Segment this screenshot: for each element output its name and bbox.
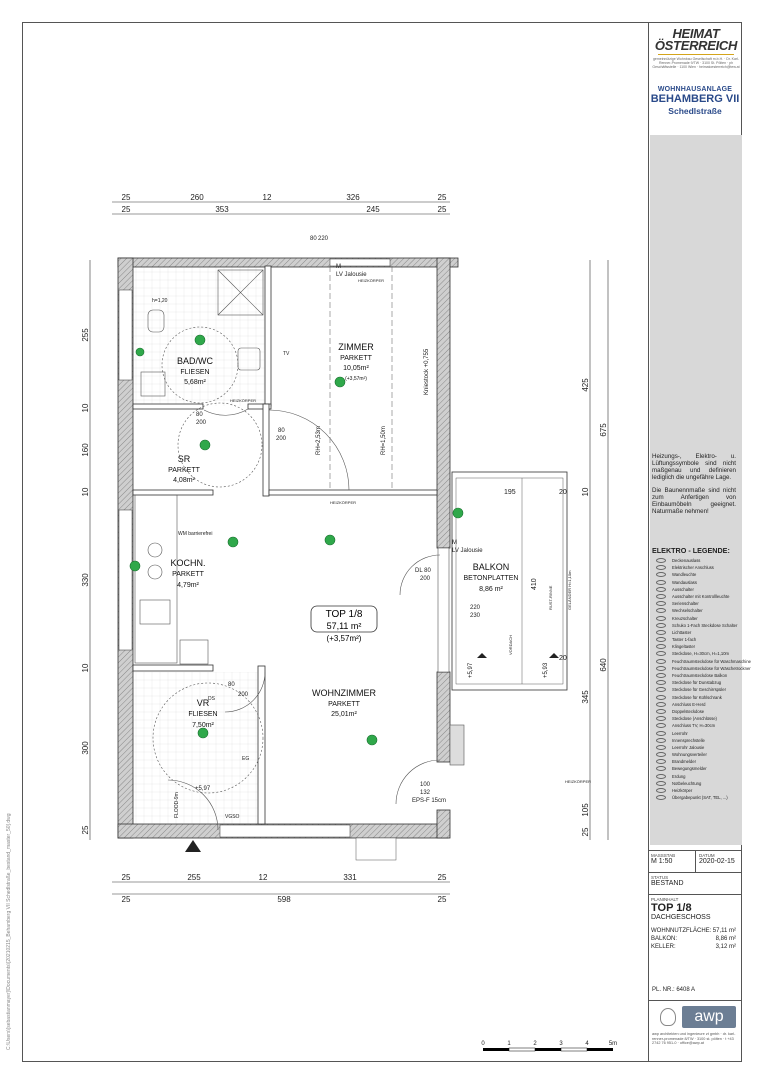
balkon-label: BALKON: <box>651 936 678 942</box>
legend-item-label: Steckdose, H=30cm, H=1,10m <box>672 651 730 657</box>
heiz-label-2: HEIZKÖRPER <box>230 398 257 403</box>
tv-label: TV <box>283 351 290 357</box>
file-path-text: C:\Users\[sebastianmayer]\Documents\[20210215_Behamberg VII Schedlstraße_bestand_master_50].dwg <box>6 813 12 1050</box>
keller-value: 3,12 m² <box>715 944 736 950</box>
room-area-kochn: 4,79m² <box>177 582 199 589</box>
dim-top-3: 12 <box>262 193 272 202</box>
keller-label: KELLER: <box>651 944 676 950</box>
dim-right-6: 105 <box>581 803 590 817</box>
wall-sr-kitchen <box>133 490 213 495</box>
light-kitchen-1 <box>228 537 238 547</box>
ds-label: DS <box>208 696 215 702</box>
legend-item-label: Ausschalter <box>672 586 694 592</box>
turning-circle-sr <box>178 403 262 487</box>
scale-seg-1 <box>483 1048 509 1051</box>
date-label: DATUM <box>699 853 715 858</box>
dim-left-7: 300 <box>81 741 90 755</box>
dim-bottom2-2: 598 <box>277 895 291 904</box>
heiz-label-4: HEIZKÖRPER <box>330 500 357 505</box>
legend-item-label: Schuko 1-Fach Steckdose Schalter <box>672 622 738 628</box>
door-balcony-opening <box>438 548 449 672</box>
plan-title: TOP 1/8 <box>651 902 692 914</box>
dim-left-8: 25 <box>81 825 90 835</box>
plan-floor: DACHGESCHOSS <box>651 914 711 921</box>
room-floor-vr: FLIESEN <box>188 711 218 718</box>
scale-seg-4 <box>561 1048 587 1051</box>
hob-2 <box>148 565 162 579</box>
d20b-label: 20 <box>559 655 567 662</box>
wall-east-corner <box>437 810 450 838</box>
top-unit-label <box>311 606 377 643</box>
dim-right-1: 425 <box>581 378 590 392</box>
level-2-text: +5,93 <box>543 662 549 678</box>
legend-item-label: Steckdose für Dunstabzug <box>672 680 722 686</box>
room-area-balkon: 8,86 m² <box>479 586 503 593</box>
legend-item-label: Klingeltaster <box>672 644 696 650</box>
wnf-value: 57,11 m² <box>712 928 736 934</box>
d200b-label: 200 <box>276 436 287 442</box>
legend-item-label: Wohnungsverteiler <box>672 752 707 758</box>
gelaender-label: GELÄNDER H=1,10m <box>567 570 572 610</box>
wall-bath-sr <box>133 404 203 409</box>
wall-kitchen-hall <box>133 665 213 671</box>
wall-north <box>118 258 458 267</box>
flood-label: FLOOD-9m <box>174 792 180 818</box>
dim-top-1: 25 <box>121 193 131 202</box>
room-floor-zimmer: PARKETT <box>340 355 372 362</box>
wall-bath-zimmer <box>265 266 271 406</box>
legend-item-label: Steckdose für Kühlschrank <box>672 694 722 700</box>
balkon-value: 8,86 m² <box>715 936 736 942</box>
light-kitchen-2 <box>130 561 140 571</box>
window-west-kitchen <box>119 510 132 650</box>
dl80-label: DL 80 <box>415 568 431 574</box>
scale-seg-3 <box>535 1048 561 1051</box>
room-floor-wohn: PARKETT <box>328 701 360 708</box>
room-name-bad: BAD/WC <box>177 356 213 366</box>
legend-item-label: Leerrohr <box>672 730 688 736</box>
legend-item-label: Steckdose (Anschlüsse) <box>672 716 717 722</box>
dim-top2-1: 25 <box>121 205 131 214</box>
legend-item-label: Lichttaster <box>672 629 692 635</box>
note-1: Heizungs-, Elektro- u. Lüftungssymbole sind nicht maßgenau und definieren lediglich die ungefähre Lage. <box>652 453 736 481</box>
top-extra: (+3,57m²) <box>326 634 362 643</box>
project-line3: Schedlstraße <box>668 106 722 116</box>
d80c-label: 80 <box>228 682 235 688</box>
m-label-2: M <box>452 540 457 546</box>
legend-item-label: Wechselschalter <box>672 608 703 614</box>
m-label-1: M <box>336 264 341 270</box>
d195-label: 195 <box>504 489 516 496</box>
rh-label-2: RH=1,50m <box>381 426 387 455</box>
wm-label: WM barrierefrei <box>178 531 213 537</box>
entry-opening <box>220 825 350 837</box>
room-name-zimmer: ZIMMER <box>338 342 374 352</box>
legend-item-label: Wandleuchte <box>672 572 697 578</box>
bath-door-swing <box>204 409 248 415</box>
plan-number: PL. NR.: 6408 A <box>652 987 696 993</box>
room-area-sr: 4,08m² <box>173 477 195 484</box>
d80d-label: 80 <box>310 236 317 242</box>
light-bath-wall <box>136 348 144 356</box>
wall-east-lower <box>437 672 450 762</box>
dim-bottom-2: 255 <box>187 873 201 882</box>
scale-tick-0: 0 <box>481 1041 485 1047</box>
dim-left-4: 10 <box>81 487 90 497</box>
logo-fineprint: gemeinnützige Wohnbau Gesellschaft m.b.H. · Dr. Karl-Renner-Promenade 9/TW · 3100 St. Pölten · ph Geschäftsstelle · 1100 Wien · heimatoesterreich@tew.at <box>652 57 740 69</box>
light-balcony-1 <box>453 508 463 518</box>
scale-bar <box>481 1041 617 1051</box>
lv-label-1: LV Jalousie <box>336 272 367 278</box>
room-floor-sr: PARKETT <box>168 467 200 474</box>
level-1-text: +5,97 <box>468 662 474 678</box>
lv-label-2: LV Jalousie <box>452 548 483 554</box>
dim-bottom-5: 25 <box>437 873 447 882</box>
legend-item-label: Taster 1-fach <box>672 637 697 643</box>
hob-1 <box>148 543 162 557</box>
legend-item-label: Ausschalter mit Kontrollleuchte <box>672 593 730 599</box>
dim-right-3: 10 <box>581 487 590 497</box>
d100-label: 100 <box>420 782 431 788</box>
dim-right-7: 25 <box>581 827 590 837</box>
d230-label: 230 <box>470 613 481 619</box>
legend-item-label: Feuchtraumsteckdose für Wäschetrockner <box>672 665 751 671</box>
dim-bottom-1: 25 <box>121 873 131 882</box>
awp-logo: awp <box>682 1006 736 1028</box>
dim-bottom-3: 12 <box>258 873 268 882</box>
kniestock-label: Kniestock +0,755 <box>424 348 430 395</box>
rh-label-1: RH=2,53m <box>316 426 322 455</box>
logo-line2: ÖSTERREICH <box>654 38 738 53</box>
light-hall <box>198 728 208 738</box>
dim-top2-4: 25 <box>437 205 447 214</box>
dim-bottom2-1: 25 <box>121 895 131 904</box>
room-name-wohn: WOHNZIMMER <box>312 688 376 698</box>
legend-item-label: Kreuzschalter <box>672 615 698 621</box>
level-3-text: +5,97 <box>195 786 211 792</box>
d132-label: 132 <box>420 790 431 796</box>
eg-label: EG <box>242 756 250 762</box>
top-area: 57,11 m² <box>326 621 362 631</box>
vordach-label: VORDACH <box>508 634 513 655</box>
room-area-wohn: 25,01m² <box>331 711 357 718</box>
rinne-label: RUST-RINNE <box>548 585 553 610</box>
scale-seg-5 <box>587 1048 613 1051</box>
level-marker-1 <box>477 653 487 658</box>
room-extra-zimmer: (+3,57m²) <box>345 376 367 382</box>
dim-left-1: 255 <box>81 328 90 342</box>
status-label: STATUS <box>651 875 669 880</box>
legend-item-label: Wandauslass <box>672 579 697 585</box>
room-name-balkon: BALKON <box>472 562 510 572</box>
legend-item-label: Feuchtraumsteckdose Balkon <box>672 673 728 678</box>
fridge <box>180 640 208 664</box>
project-line2: BEHAMBERG VII <box>650 93 740 105</box>
stair-box <box>356 838 396 860</box>
light-living-2 <box>367 735 377 745</box>
wall-sr-zimmer <box>263 404 269 496</box>
legend-item-label: Doppelsteckdose <box>672 708 705 714</box>
d220-label: 220 <box>470 605 481 611</box>
dim-left-3: 160 <box>81 443 90 457</box>
d220d-label: 220 <box>318 236 329 242</box>
chimney <box>450 725 464 765</box>
scale-tick-1: 1 <box>507 1041 511 1047</box>
dim-top2-2: 353 <box>215 205 229 214</box>
wall-east-upper <box>437 258 450 548</box>
legend-item-label: Bewegungsmelder <box>672 766 707 772</box>
legend-item-label: Deckenauslass <box>672 558 701 563</box>
dim-right-2: 675 <box>599 423 608 437</box>
office-fineprint: awp architekten und ingenieure zt gmbh · dr. karl-renner-promenade 8/TW · 3100 st. pölten · t +43 2742 76 951-0 · office@awp.at <box>652 1032 736 1046</box>
legend-item-label: Anschluss E-Herd <box>672 701 706 707</box>
legend-item-label: Serienschalter <box>672 601 699 607</box>
legend-item-label: Feuchtraumsteckdose für Waschmaschine <box>672 658 751 664</box>
dim-left-6: 10 <box>81 663 90 673</box>
dim-top-5: 25 <box>437 193 447 202</box>
window-west <box>119 290 132 380</box>
light-zimmer <box>335 377 345 387</box>
dim-top2-3: 245 <box>366 205 380 214</box>
light-sr <box>200 440 210 450</box>
room-area-zimmer: 10,05m² <box>343 365 369 372</box>
zimmer-door-swing <box>269 410 349 490</box>
d200-label: 200 <box>420 576 431 582</box>
d410-label: 410 <box>531 578 538 590</box>
content-label: PLANINHALT <box>651 897 679 902</box>
wall-zimmer-living <box>269 490 437 495</box>
room-floor-kochn: PARKETT <box>172 571 204 578</box>
room-floor-balkon: BETONPLATTEN <box>463 575 519 582</box>
note-2: Die Baunennmaße sind nicht zum Anfertigen von Einbaumöbeln geeignet. Naturmaße nehmen! <box>652 487 736 515</box>
scale-label: MASSSTAB <box>651 853 676 858</box>
legend-item-label: Erdung <box>672 773 686 779</box>
legend-item-label: Anschluss TV, H=30cm <box>672 723 716 729</box>
room-name-sr: SR <box>177 454 191 464</box>
logo-line1: HEIMAT <box>672 26 720 41</box>
legend-item-label: Steckdose für Geschirrspüler <box>672 687 726 693</box>
level-marker-2 <box>549 653 559 658</box>
scale-tick-5: 5m <box>608 1041 618 1047</box>
legend-item-label: Leerrohr Jalousie <box>672 744 705 750</box>
status-value: BESTAND <box>651 880 684 887</box>
dim-right-5: 345 <box>581 690 590 704</box>
d20-label: 20 <box>559 489 567 496</box>
dim-left-5: 330 <box>81 573 90 587</box>
legend-item-label: Brandmelder <box>672 759 696 765</box>
eps-label: EPS-F 15cm <box>412 798 447 804</box>
dim-right-4: 640 <box>599 658 608 672</box>
heiz-label-1: HEIZKÖRPER <box>358 278 385 283</box>
legend-item-label: Notbeleuchtung <box>672 780 702 786</box>
date-value: 2020-02-15 <box>699 858 735 865</box>
legend-item-label: Heizkörper <box>672 788 693 793</box>
room-name-vr: VR <box>196 698 210 708</box>
entry-arrow-icon <box>185 840 201 852</box>
scale-seg-2 <box>509 1048 535 1051</box>
room-floor-bad: FLIESEN <box>180 369 210 376</box>
light-living-1 <box>325 535 335 545</box>
d200c-label: 200 <box>238 692 249 698</box>
room-area-bad: 5,68m² <box>184 379 206 386</box>
d80b-label: 80 <box>278 428 285 434</box>
dim-left-2: 10 <box>81 403 90 413</box>
d80a-label: 80 <box>196 412 203 418</box>
top-label: TOP 1/8 <box>325 609 363 620</box>
legend-title: ELEKTRO - LEGENDE: <box>652 546 730 555</box>
scale-tick-4: 4 <box>585 1041 589 1047</box>
legend-item-label: Innensprechstelle <box>672 737 705 743</box>
heiz-label-3: HEIZKÖRPER <box>565 779 592 784</box>
wnf-label: WOHNNUTZFLÄCHE: <box>651 928 712 934</box>
vgso-label: VGSO <box>225 814 240 820</box>
room-area-vr: 7,50m² <box>192 722 214 729</box>
scale-tick-2: 2 <box>533 1041 537 1047</box>
legend-item-label: Übergabepunkt (SAT, TEL, ...) <box>672 795 728 801</box>
legend-item-label: Elektrischer Anschluss <box>672 565 714 571</box>
balcony-door-swing <box>400 555 440 595</box>
sink <box>140 600 170 624</box>
dim-bottom2-3: 25 <box>437 895 447 904</box>
d200a-label: 200 <box>196 420 207 426</box>
room-name-kochn: KOCHN. <box>170 558 206 568</box>
h120-label: h=1,20 <box>152 298 168 304</box>
dim-top-2: 260 <box>190 193 204 202</box>
project-line1: WOHNHAUSANLAGE <box>657 86 733 93</box>
dim-top-4: 326 <box>346 193 360 202</box>
light-bath <box>195 335 205 345</box>
dim-bottom-4: 331 <box>343 873 357 882</box>
scale-tick-3: 3 <box>559 1041 563 1047</box>
scale-value: M 1:50 <box>651 858 673 865</box>
wall-hall-living <box>258 666 265 824</box>
